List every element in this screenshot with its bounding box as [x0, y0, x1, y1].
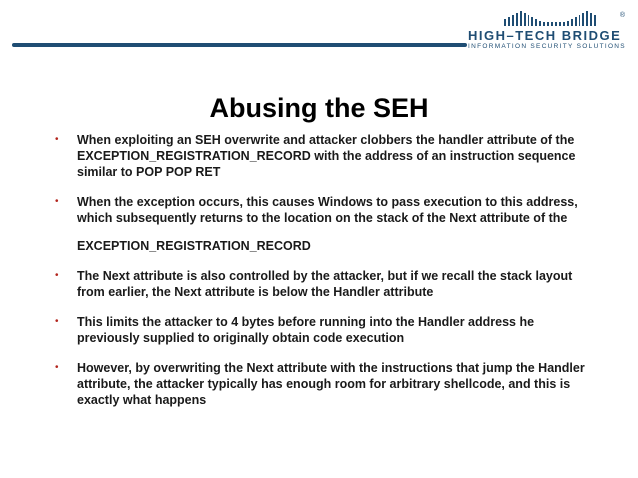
logo-bar [512, 15, 514, 26]
bullet-text: This limits the attacker to 4 bytes before running into the Handler address he previously supplied to originally obtain code execution [77, 315, 535, 345]
logo-bar [539, 21, 541, 26]
logo-bar [520, 11, 522, 26]
logo-bar [590, 13, 592, 26]
bullet-item [55, 132, 595, 180]
bullet-icon: • [55, 316, 59, 327]
bullet-text: When exploiting an SEH overwrite and attacker clobbers the handler attribute of the EXCEPTION_REGISTRATION_RECORD with the address of an instruction sequence similar to POP POP RET [77, 133, 576, 179]
bullet-item [55, 268, 595, 300]
logo-bar [528, 15, 530, 26]
bullet-item [55, 314, 595, 346]
logo-bar [594, 15, 596, 26]
logo-bar [547, 22, 549, 26]
bullet-list [55, 132, 595, 408]
logo-bar [504, 19, 506, 26]
slide-title: Abusing the SEH [209, 93, 429, 124]
logo-bar [575, 17, 577, 26]
header-divider [12, 43, 467, 47]
logo-bridge-icon [504, 8, 596, 26]
logo-bar [516, 13, 518, 26]
logo-bar [571, 19, 573, 26]
logo-bar [543, 22, 545, 26]
logo-tagline: INFORMATION SECURITY SOLUTIONS [468, 43, 626, 50]
bullet-icon: • [55, 196, 59, 207]
bullet-item [55, 360, 595, 408]
bullet-icon: • [55, 270, 59, 281]
logo-bar [551, 22, 553, 26]
logo-name: HIGH–TECH BRIDGE [468, 28, 622, 43]
bullet-item [55, 194, 595, 254]
logo-bar [582, 13, 584, 26]
logo-bar [555, 22, 557, 26]
logo-bar [563, 22, 565, 26]
logo-bar [535, 19, 537, 26]
company-logo [466, 6, 632, 52]
bullet-text: However, by overwriting the Next attribute with the instructions that jump the Handler attribute, the attacker typically has enough room for arbitrary shellcode, and this is exactly what happens [77, 361, 585, 407]
bullet-text: EXCEPTION_REGISTRATION_RECORD [77, 239, 311, 253]
logo-bar [531, 17, 533, 26]
registered-mark: ® [619, 12, 625, 19]
logo-bar [579, 15, 581, 26]
bullet-text: When the exception occurs, this causes Windows to pass execution to this address, which subsequently returns to the location on the stack of the Next attribute of the [77, 195, 578, 225]
logo-bar [559, 22, 561, 26]
logo-bar [586, 11, 588, 26]
logo-bar [567, 21, 569, 26]
bullet-icon: • [55, 362, 59, 373]
logo-bar [524, 13, 526, 26]
bullet-text: The Next attribute is also controlled by the attacker, but if we recall the stack layout from earlier, the Next attribute is below the Handler attribute [77, 269, 573, 299]
bullet-icon: • [55, 134, 59, 145]
logo-bar [508, 17, 510, 26]
